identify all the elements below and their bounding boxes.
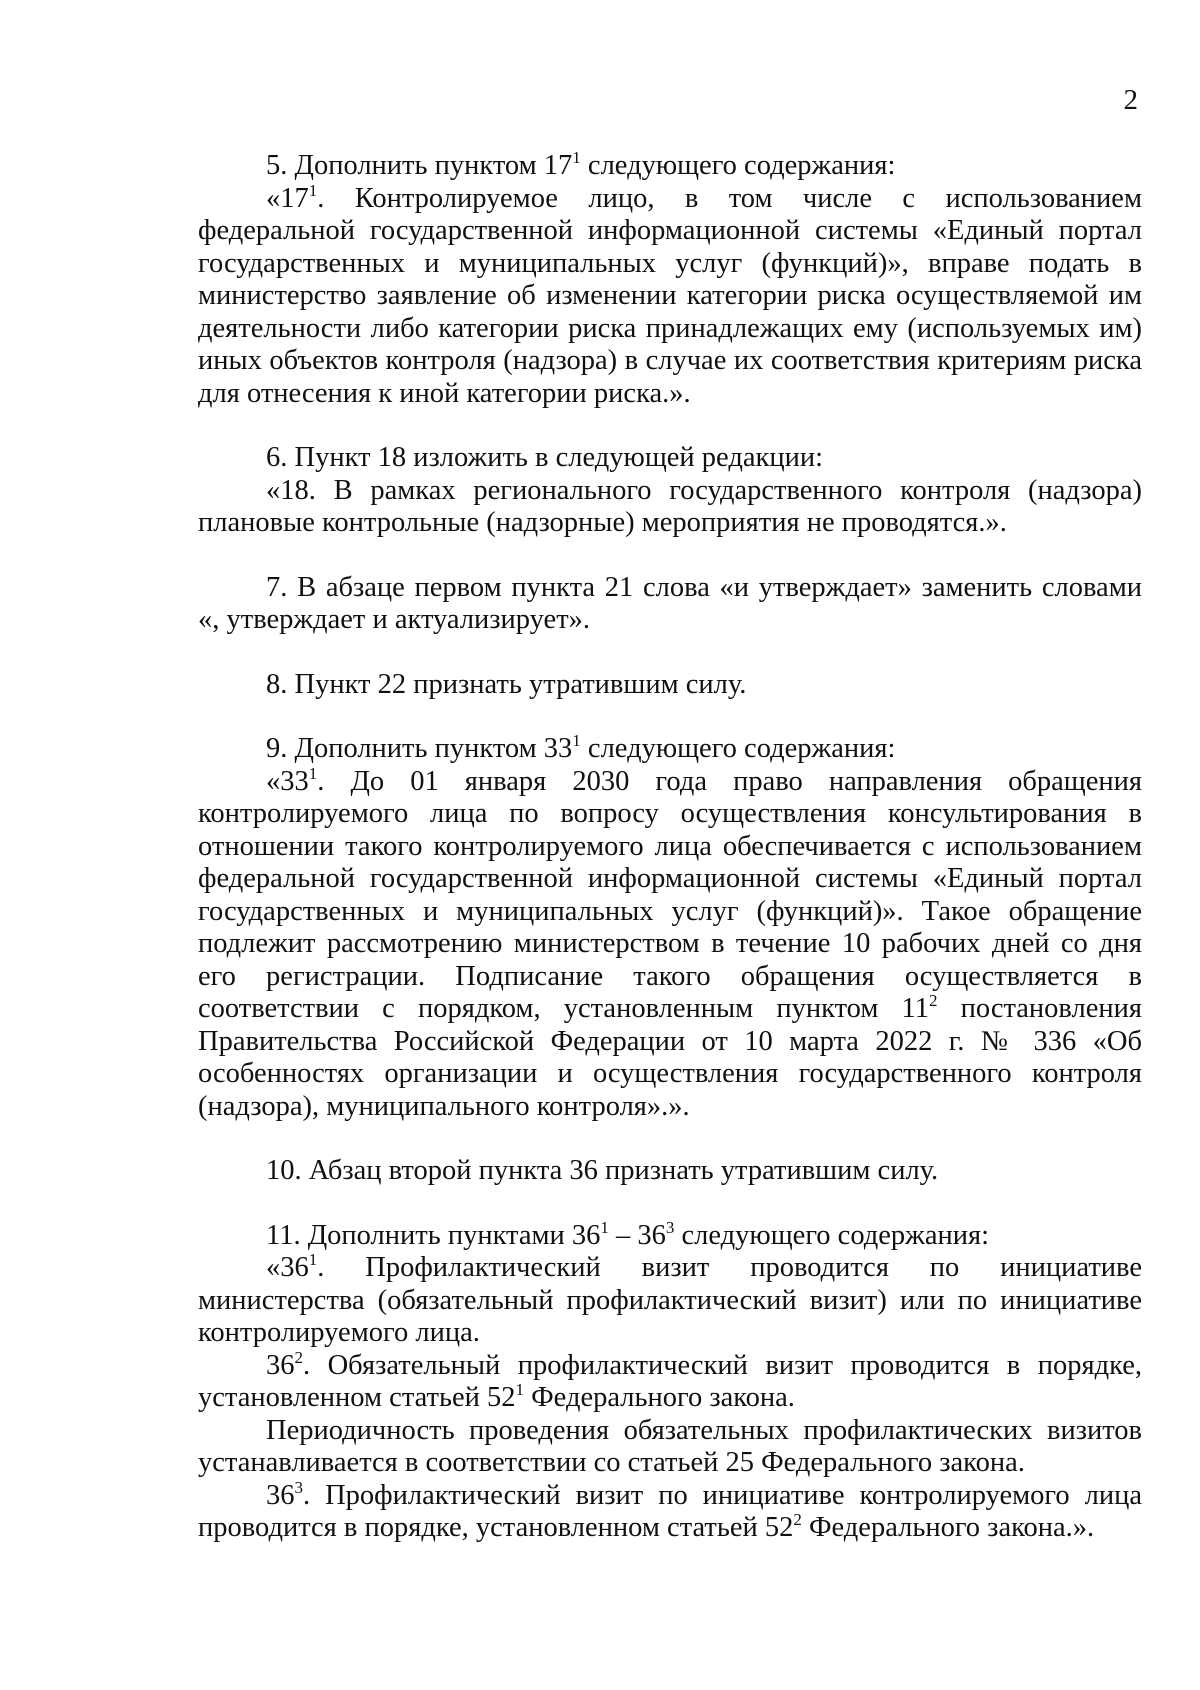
paragraph [198, 442, 1142, 475]
text-run: «17 [266, 182, 309, 214]
superscript: 3 [665, 1217, 675, 1237]
text-run: . До 01 января 2030 года право направления обращения контролируемого лица по вопросу осуществления консультирования в отношении такого контролируемого лица обеспечивается с использованием федеральной государственной информационной системы «Единый портал государственных и муниципальных услуг (функций)». Такое обращение подлежит рассмотрению министерством в течение 10 рабочих дней со дня его регистрации. Подписание такого обращения осуществляется в соответствии с порядком, установленным пунктом 11 [198, 765, 1142, 1024]
text-run: . Профилактический визит по инициативе контролируемого лица проводится в порядке, установленном статьей 52 [198, 1479, 1142, 1543]
superscript: 2 [793, 1510, 802, 1529]
amendment-item [198, 1217, 1142, 1545]
text-run: «33 [266, 765, 309, 797]
page-number: 2 [1123, 84, 1138, 116]
amendment-item [198, 733, 1142, 1123]
paragraph [198, 1217, 1142, 1253]
text-run: 10. Абзац второй пункта 36 признать утратившим силу. [266, 1155, 939, 1186]
text-run: следующего содержания: [580, 733, 896, 764]
document-body [198, 150, 1142, 1545]
text-run: следующего содержания: [580, 150, 896, 181]
paragraph [198, 572, 1142, 637]
amendment-item [198, 442, 1142, 540]
text-run: 5. Дополнить пунктом 17 [266, 150, 573, 181]
superscript: 1 [308, 180, 318, 200]
text-run: 36 [266, 1349, 295, 1381]
paragraph [198, 150, 1142, 183]
superscript: 1 [308, 1250, 318, 1269]
text-run: 11. Дополнить пунктами 36 [266, 1219, 601, 1251]
text-run: Федерального закона.». [801, 1512, 1095, 1543]
text-run: – 36 [608, 1219, 666, 1251]
text-run: 9. Дополнить пунктом 33 [266, 733, 573, 764]
text-run: Федерального закона. [524, 1382, 795, 1413]
superscript: 2 [294, 1347, 303, 1367]
amendment-item [198, 1155, 1142, 1188]
text-run: «18. В рамках регионального государственного контроля (надзора) плановые контрольные (надзорные) мероприятия не проводятся.». [198, 474, 1142, 538]
amendment-item [198, 150, 1142, 410]
paragraph [198, 1155, 1142, 1188]
text-run: 6. Пункт 18 изложить в следующей редакции: [266, 442, 823, 473]
paragraph [198, 763, 1143, 1124]
superscript: 1 [515, 1380, 525, 1399]
paragraph [198, 1415, 1142, 1480]
text-run: следующего содержания: [674, 1219, 990, 1251]
text-run: Периодичность проведения обязательных профилактических визитов устанавливается в соответствии со статьей 25 Федерального закона. [198, 1414, 1142, 1478]
paragraph [198, 733, 1142, 766]
paragraph [198, 475, 1142, 540]
text-run: . Профилактический визит проводится по инициативе министерства (обязательный профилактический визит) или по инициативе контролируемого лица. [198, 1252, 1142, 1348]
paragraph [198, 669, 1142, 702]
text-run: . Контролируемое лицо, в том числе с использованием федеральной государственной информационной системы «Единый портал государственных и муниципальных услуг (функций)», вправе подать в министерство заявление об изменении категории риска осуществляемой им деятельности либо категории риска принадлежащих ему (используемых им) иных объектов контроля (надзора) в случае их соответствия критериям риска для отнесения к иной категории риска.». [198, 182, 1142, 409]
amendment-item [198, 572, 1142, 637]
superscript: 1 [572, 731, 581, 750]
paragraph [198, 180, 1142, 411]
text-run: 7. В абзаце первом пункта 21 слова «и утверждает» заменить словами «, утверждает и актуализирует». [198, 571, 1142, 635]
amendment-item [198, 669, 1142, 702]
text-run: «36 [266, 1252, 309, 1283]
text-run: . Обязательный профилактический визит проводится в порядке, установленном статьей 52 [198, 1349, 1142, 1413]
paragraph [198, 1347, 1142, 1415]
text-run: постановления Правительства Российской Федерации от 10 марта 2022 г. № 336 «Об особенностях организации и осуществления государственного контроля (надзора), муниципального контроля».». [198, 993, 1143, 1122]
text-run: 36 [266, 1479, 295, 1511]
superscript: 3 [294, 1477, 303, 1497]
superscript: 1 [572, 148, 581, 167]
paragraph [198, 1252, 1142, 1350]
superscript: 2 [928, 991, 938, 1010]
superscript: 1 [308, 763, 318, 783]
text-run: 8. Пункт 22 признать утратившим силу. [266, 668, 747, 700]
paragraph [198, 1477, 1142, 1545]
superscript: 1 [600, 1217, 609, 1237]
